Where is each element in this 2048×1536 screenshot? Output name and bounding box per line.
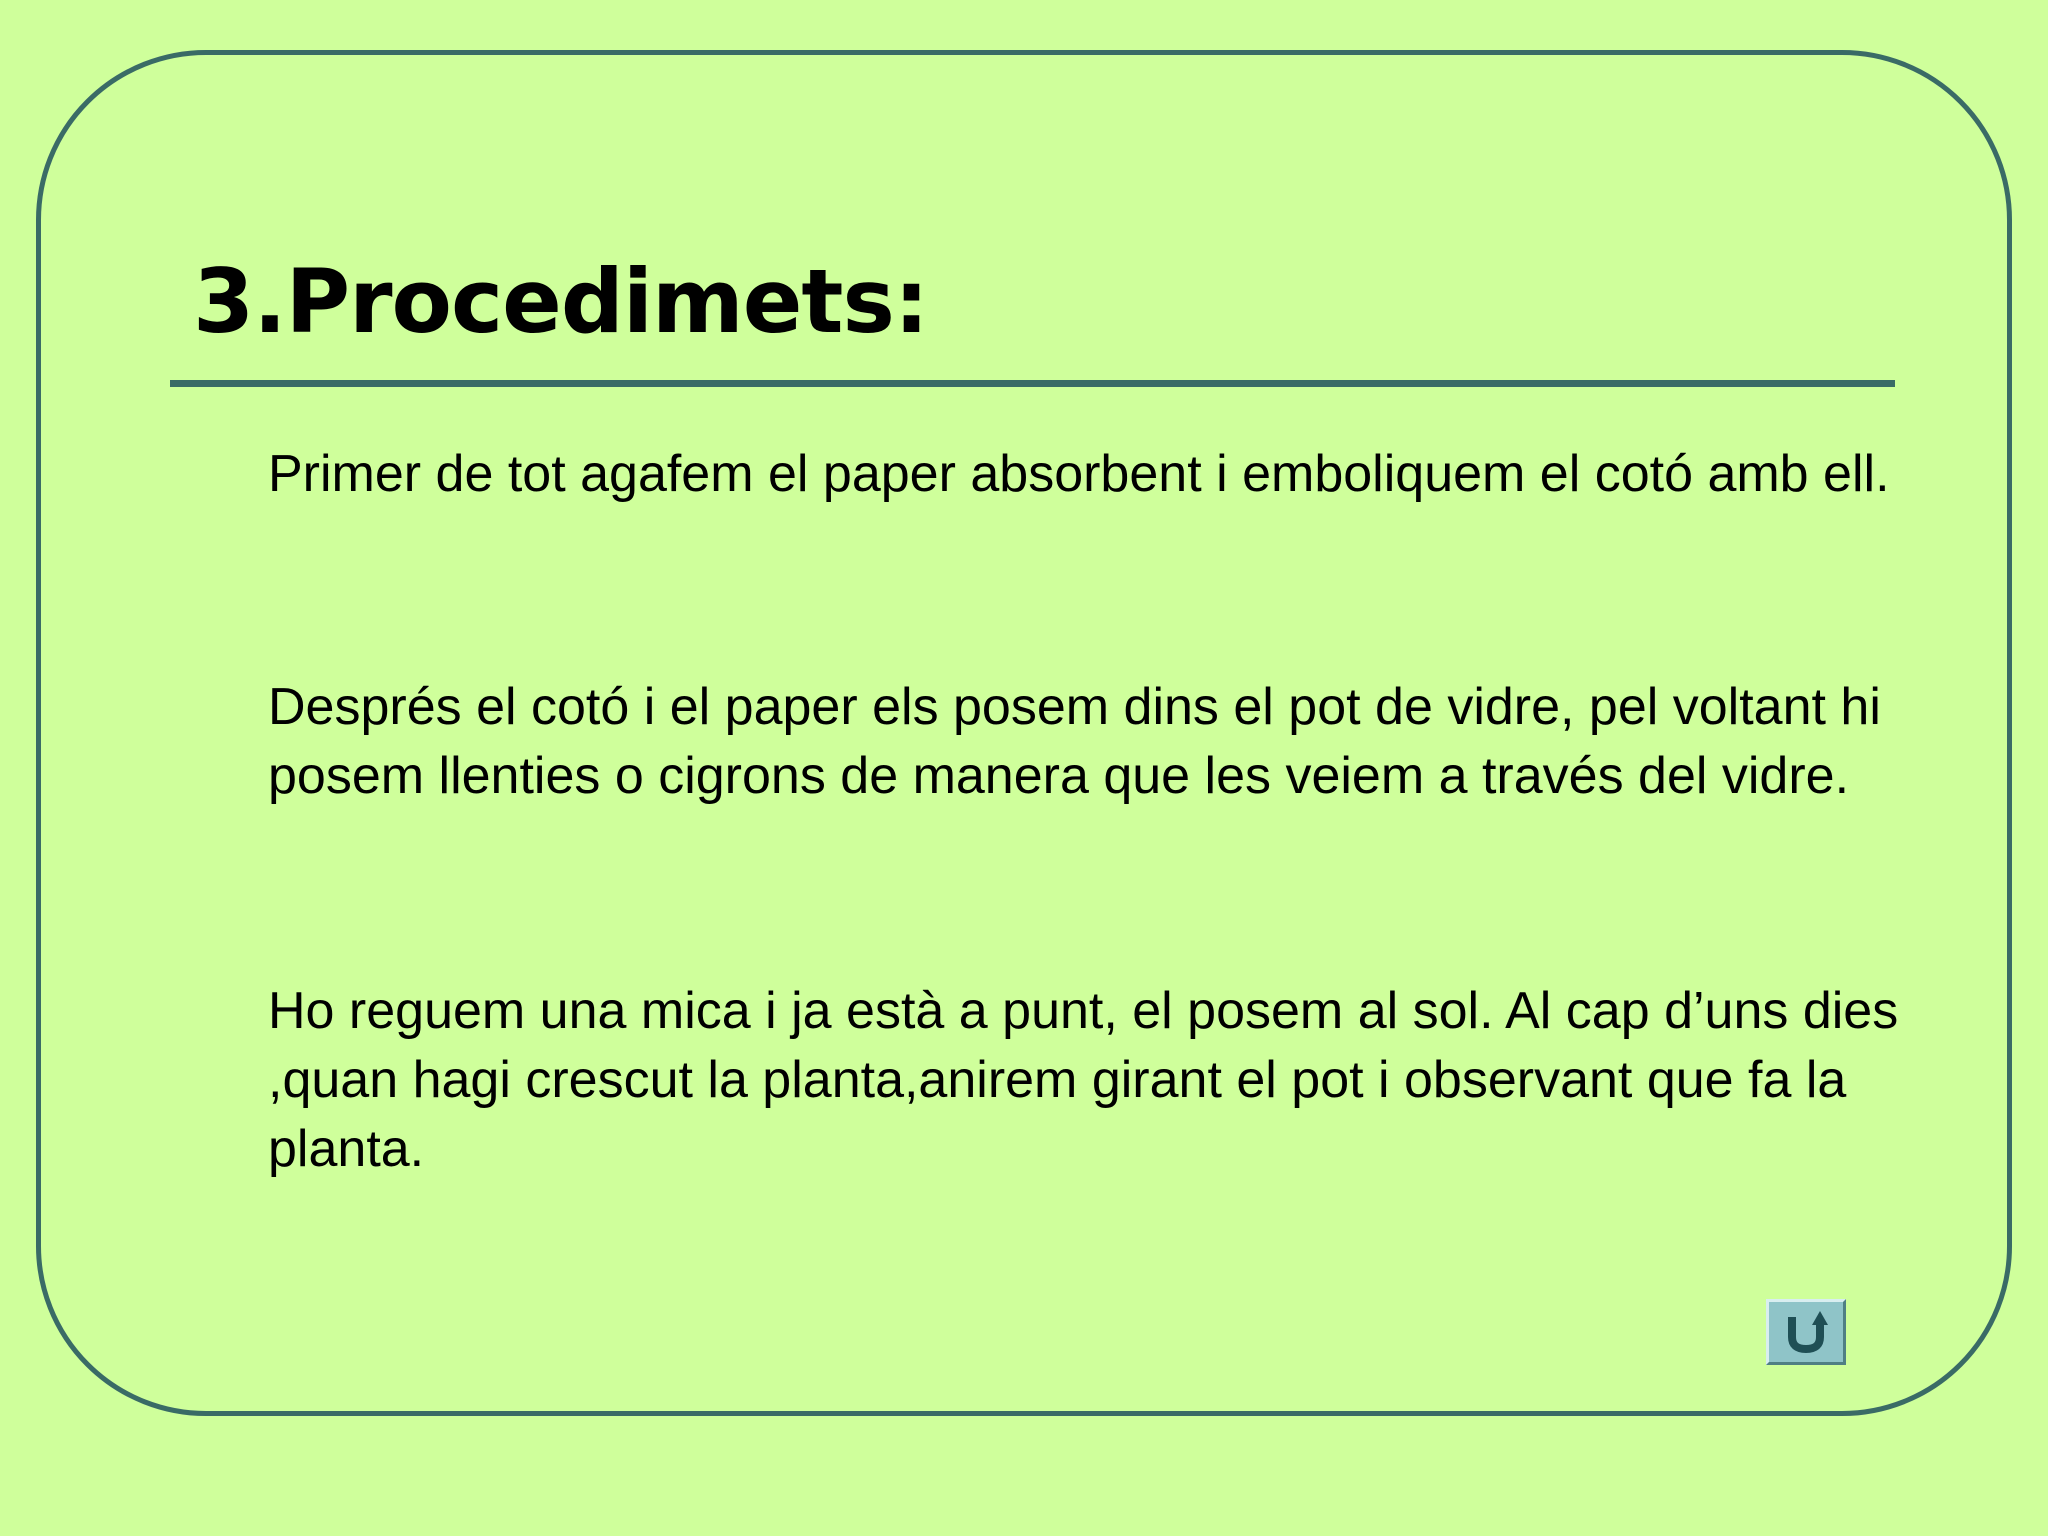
- slide-title: 3.Procedimets:: [193, 250, 929, 353]
- procedure-step-3: Ho reguem una mica i ja està a punt, el posem al sol. Al cap d’uns dies ,quan hagi crescut la planta,anirem girant el pot i observant que fa la planta.: [268, 982, 1899, 1178]
- procedure-step-2: Després el cotó i el paper els posem dins el pot de vidre, pel voltant hi posem llenties o cigrons de manera que les veiem a través del vidre.: [268, 678, 1881, 805]
- u-turn-return-icon: [1784, 1309, 1828, 1355]
- title-divider: [170, 380, 1895, 387]
- return-button[interactable]: [1766, 1299, 1846, 1365]
- procedure-step-1: Primer de tot agafem el paper absorbent i emboliquem el cotó amb ell.: [268, 445, 1890, 503]
